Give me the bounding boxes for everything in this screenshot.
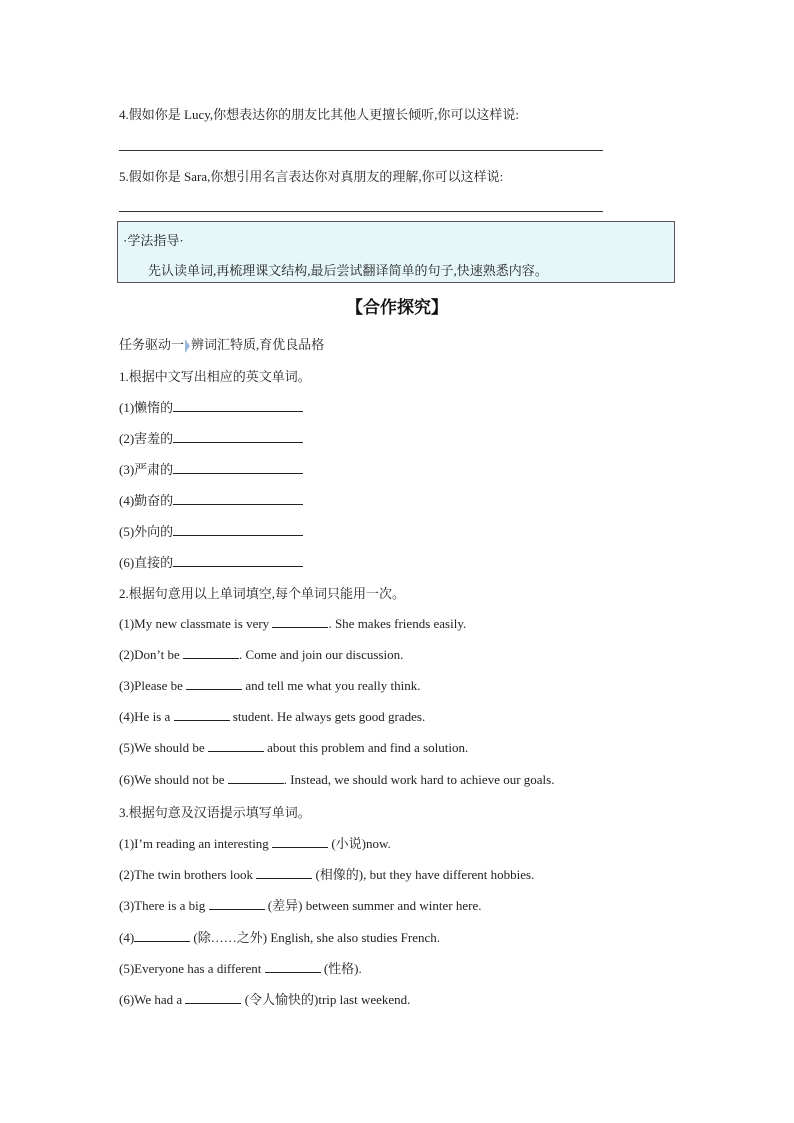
answer-blank[interactable] xyxy=(186,677,242,690)
answer-blank[interactable] xyxy=(265,960,321,973)
item-label: (6)直接的 xyxy=(119,555,174,570)
sentence-before: (6)We had a xyxy=(119,992,186,1007)
answer-blank[interactable] xyxy=(256,866,312,879)
sentence-before: (6)We should not be xyxy=(119,772,228,787)
item-label: (1)懒惰的 xyxy=(119,400,174,415)
task-label-before: 任务驱动一 xyxy=(119,337,185,352)
sentence-after: (相像的), but they have different hobbies. xyxy=(312,867,535,882)
sentence-after: about this problem and find a solution. xyxy=(263,740,469,755)
exercise1-item xyxy=(119,459,303,478)
question-5: 5.假如你是 Sara,你想引用名言表达你对真朋友的理解,你可以这样说: xyxy=(119,169,504,184)
exercise3-item xyxy=(119,864,534,883)
sentence-after: (令人愉快的)trip last weekend. xyxy=(241,992,411,1007)
sentence-before: (3)Please be xyxy=(119,678,187,693)
sentence-after: . Come and join our discussion. xyxy=(239,647,404,662)
exercise2-item xyxy=(119,771,554,788)
sentence-before: (3)There is a big xyxy=(119,898,209,913)
answer-blank[interactable] xyxy=(185,991,241,1004)
sentence-before: (4)He is a xyxy=(119,709,174,724)
answer-blank[interactable] xyxy=(209,897,265,910)
exercise1-item xyxy=(119,552,303,571)
item-label: (2)害羞的 xyxy=(119,431,174,446)
sentence-after: (小说)now. xyxy=(328,836,391,851)
answer-blank[interactable] xyxy=(272,835,328,848)
sentence-after: (差异) between summer and winter here. xyxy=(264,898,482,913)
answer-line-4[interactable] xyxy=(119,150,603,151)
sentence-before: (2)The twin brothers look xyxy=(119,867,257,882)
exercise3-item xyxy=(119,989,410,1008)
sentence-before: (4) xyxy=(119,930,135,945)
sentence-after: student. He always gets good grades. xyxy=(229,709,426,724)
sentence-after: . She makes friends easily. xyxy=(328,616,467,631)
exercise1-item xyxy=(119,490,303,509)
exercise3-item xyxy=(119,958,362,977)
exercise2-item xyxy=(119,677,420,694)
sentence-before: (2)Don’t be xyxy=(119,647,184,662)
answer-blank[interactable] xyxy=(173,492,303,505)
sentence-before: (1)My new classmate is very xyxy=(119,616,273,631)
task-label-after: 辨词汇特质,育优良品格 xyxy=(191,337,325,352)
tip-title: ·学法指导· xyxy=(123,233,184,248)
exercise2-instruction: 2.根据句意用以上单词填空,每个单词只能用一次。 xyxy=(119,586,406,601)
exercise3-instruction: 3.根据句意及汉语提示填写单词。 xyxy=(119,805,311,820)
item-label: (3)严肃的 xyxy=(119,462,174,477)
answer-blank[interactable] xyxy=(173,430,303,443)
answer-blank[interactable] xyxy=(173,461,303,474)
answer-blank[interactable] xyxy=(134,929,190,942)
exercise3-item xyxy=(119,895,481,914)
exercise3-item xyxy=(119,833,391,852)
question-4: 4.假如你是 Lucy,你想表达你的朋友比其他人更擅长倾听,你可以这样说: xyxy=(119,107,519,122)
answer-blank[interactable] xyxy=(183,646,239,659)
tip-text: 先认读单词,再梳理课文结构,最后尝试翻译简单的句子,快速熟悉内容。 xyxy=(148,263,548,278)
sentence-before: (5)Everyone has a different xyxy=(119,961,265,976)
exercise3-item xyxy=(119,927,440,946)
exercise2-item xyxy=(119,615,466,632)
answer-blank[interactable] xyxy=(174,708,230,721)
answer-blank[interactable] xyxy=(173,399,303,412)
study-tip-box xyxy=(117,221,675,283)
task-label xyxy=(119,334,324,353)
sentence-after: . Instead, we should work hard to achieve our goals. xyxy=(283,772,555,787)
answer-blank[interactable] xyxy=(208,739,264,752)
answer-blank[interactable] xyxy=(173,554,303,567)
answer-blank[interactable] xyxy=(272,615,328,628)
sentence-after: (除……之外) English, she also studies French. xyxy=(190,930,441,945)
item-label: (5)外向的 xyxy=(119,524,174,539)
section-title: 【合作探究】 xyxy=(346,298,448,318)
answer-blank[interactable] xyxy=(228,771,284,784)
exercise1-item xyxy=(119,428,303,447)
sentence-after: and tell me what you really think. xyxy=(242,678,421,693)
answer-line-5[interactable] xyxy=(119,211,603,212)
answer-blank[interactable] xyxy=(173,523,303,536)
exercise1-item xyxy=(119,397,303,416)
exercise2-item xyxy=(119,646,403,663)
exercise1-item xyxy=(119,521,303,540)
item-label: (4)勤奋的 xyxy=(119,493,174,508)
exercise1-instruction: 1.根据中文写出相应的英文单词。 xyxy=(119,369,311,384)
arrow-icon xyxy=(185,339,190,353)
sentence-before: (5)We should be xyxy=(119,740,208,755)
exercise2-item xyxy=(119,739,468,756)
exercise2-item xyxy=(119,708,425,725)
sentence-before: (1)I’m reading an interesting xyxy=(119,836,273,851)
sentence-after: (性格). xyxy=(320,961,362,976)
